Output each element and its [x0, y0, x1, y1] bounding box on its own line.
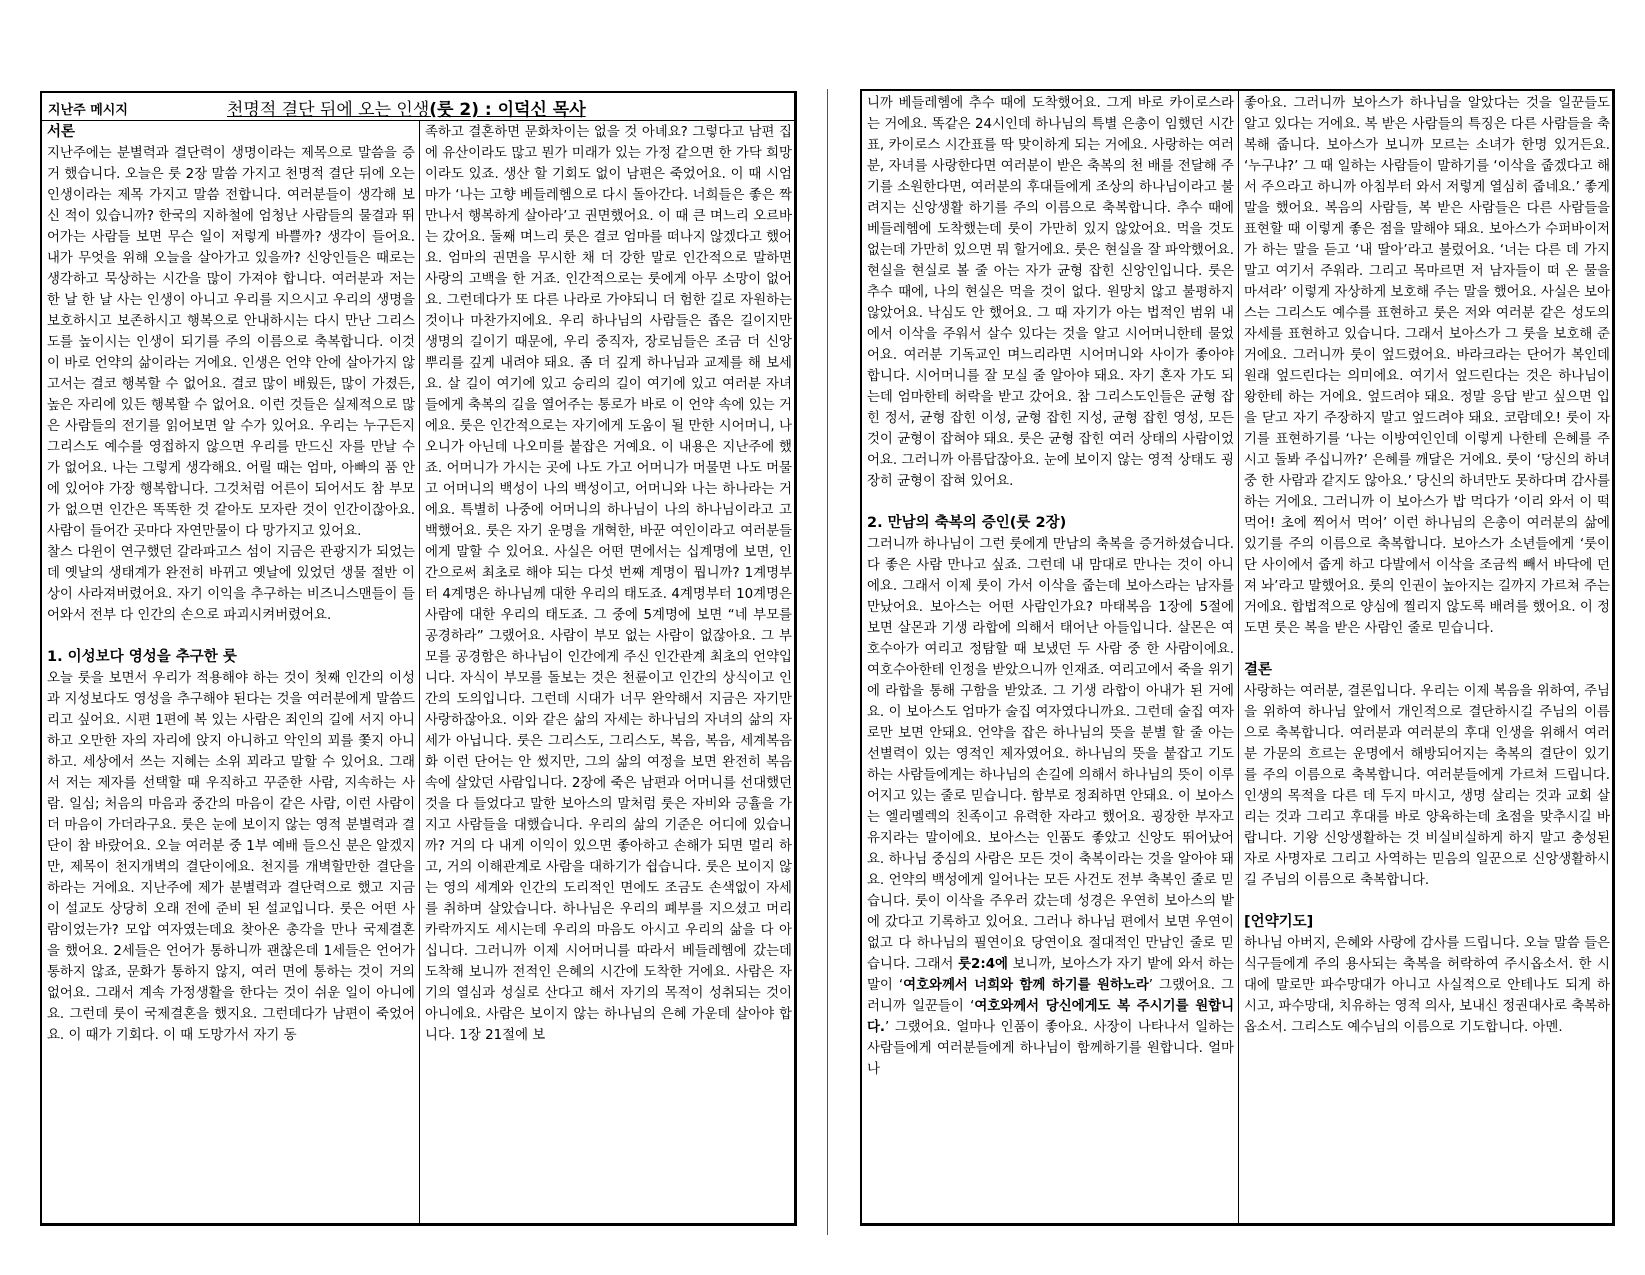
prayer-heading: [언약기도] — [1244, 914, 1314, 930]
left-column-1 — [42, 120, 419, 1223]
intro-paragraph-2: 찰스 다윈이 연구했던 갈라파고스 섬이 지금은 관광지가 되었는데 옛날의 생태계가 완전히 바뀌고 옛날에 있었던 생물 절반 이상이 사라져버렸어요. 자기 이익을 추구하는 비즈니스맨들이 들어와서 전부 다 인간의 손으로 파괴시켜버렸어요. — [47, 545, 415, 623]
right-page — [860, 89, 1615, 1226]
scripture-ref: 룻2:4에 — [958, 957, 1008, 972]
section-2-paragraph — [867, 534, 1234, 1080]
sermon-title-emph: (룻 2) : 이덕신 목사 — [429, 100, 586, 120]
section-2-text-d: ’ 그랬어요. 얼마나 인품이 좋아요. 사장이 나타나서 일하는 사람들에게 여러분들에게 하나님이 함께하기를 원합니다. 얼마나 — [867, 1020, 1234, 1077]
sermon-title — [227, 95, 586, 120]
header-label: 지난주 메시지 — [48, 103, 128, 118]
workers-quote: 여호와께서 당신에게도 복 주시기를 원합니다. — [867, 999, 1234, 1035]
intro-heading: 서론 — [47, 124, 76, 140]
section-1-heading: 1. 이성보다 영성을 추구한 룻 — [47, 649, 237, 665]
section-1-continued: 족하고 결혼하면 문화차이는 없을 것 아녜요? 그렇다고 남편 집에 유산이라도 많고 뭔가 미래가 있는 가정 같으면 한 가닥 희망이라도 있죠. 생산 할 기회도 없이 남편은 죽었어요. 이 때 시엄마가 ‘나는 고향 베들레헴으로 다시 돌아간다. 너희들은 좋은 짝 만나서 행복하게 살아라’고 권면했어요. 이 때 큰 며느리 오르바는 갔어요. 둘째 며느리 룻은 결코 엄마를 떠나지 않겠다고 했어요. 엄마의 권면을 무시한 채 더 강한 말로 인간적으로 말하면 사랑의 고백을 한 거죠. 인간적으로는 룻에게 아무 소망이 없어요. 그런데다가 또 다른 나라로 가야되니 더 험한 길로 자원하는 것이나 마찬가지에요. 우리 하나님의 사람들은 좁은 길이지만 생명의 길이기 때문에, 우리 중직자, 장로님들은 조금 더 신앙 뿌리를 깊게 내려야 돼요. 좀 더 깊게 하나님과 교제를 해 보세요. 살 길이 여기에 있고 승리의 길이 여기에 있고 여러분 자녀들에게 축복의 길을 열어주는 통로가 바로 이 언약 속에 있는 거에요. 룻은 인간적으로는 자기에게 도움이 될 만한 시어머니, 나오니가 아닌데 나오미를 붙잡은 거예요. 이 내용은 지난주에 했죠. 어머니가 가시는 곳에 나도 가고 어머니가 머물면 나도 머물고 어머니의 백성이 나의 백성이고, 어머니와 나는 하나라는 거에요. 특별히 나중에 어머니의 하나님이 나의 하나님이라고 고백했어요. 룻은 자기 운명을 개혁한, 바꾼 여인이라고 여러분들에게 말할 수 있어요. 사실은 어떤 면에서는 십계명에 보면, 인간으로써 최초로 해야 되는 다섯 번째 계명이 뭡니까? 1계명부터 4계명은 하나님께 대한 우리의 태도죠. 4계명부터 10계명은 사람에 대한 우리의 태도죠. 그 중에 5계명에 보면 “네 부모를 공경하라” 그랬어요. 사람이 부모 없는 사람이 없잖아요. 그 부모를 공경함은 하나님이 인간에게 주신 인간관계 최초의 언약입니다. 자식이 부모를 돌보는 것은 천륜이고 인간의 상식이고 인간의 도의입니다. 그런데 시대가 너무 완악해서 지금은 자기만 사랑하잖아요. 이와 같은 삶의 자세는 하나님의 자녀의 삶의 자세가 아닙니다. 룻은 그리스도, 그리스도, 복음, 복음, 세계복음화 이런 단어는 안 썼지만, 그의 삶의 여정을 보면 완전히 복음 속에 살았던 사람입니다. 2장에 죽은 남편과 어머니를 선대했던 것을 다 들었다고 말한 보아스의 말처럼 룻은 자비와 긍휼을 가지고 사람들을 대했습니다. 우리의 삶의 기준은 어디에 있습니까? 거의 다 내게 이익이 있으면 좋아하고 손해가 되면 멀리 하고, 거의 이해관계로 사람을 대하기가 쉽습니다. 룻은 보이지 않는 영의 세계와 인간의 도리적인 면에도 조금도 손색없이 자세를 취하며 살았습니다. 하나님은 우리의 폐부를 지으셨고 머리카락까지도 세시는데 우리의 마음도 아시고 우리의 삶을 다 아십니다. 그러니까 이제 시어머니를 따라서 베들레헴에 갔는데 도착해 보니까 전적인 은혜의 시간에 도착한 거에요. 사람은 자기의 열심과 성실로 산다고 해서 자기의 목적이 성취되는 것이 아니에요. 사람은 보이지 않는 하나님의 은혜 가운데 살아야 합니다. 1장 21절에 보 — [425, 125, 792, 1043]
section-2-continued: 좋아요. 그러니까 보아스가 하나님을 알았다는 것을 일꾼들도 알고 있다는 거에요. 복 받은 사람들의 특징은 다른 사람들을 축복해 줍니다. 보아스가 보니까 모르는 소녀가 한명 있거든요. ‘누구냐?’ 그 때 일하는 사람들이 말하기를 ‘이삭을 줍겠다고 해서 주으라고 하니까 아침부터 와서 저렇게 열심히 줍네요.’ 좋게 말을 했어요. 복음의 사람들, 복 받은 사람들은 다른 사람들을 표현할 때 이렇게 좋은 점을 말해야 돼요. 보아스가 수퍼바이저가 하는 말을 듣고 ‘내 딸아’라고 불렀어요. ‘너는 다른 데 가지 말고 여기서 주워라. 그리고 목마르면 저 남자들이 떠 온 물을 마셔라’ 이렇게 자상하게 보호해 주는 말을 했어요. 사실은 보아스는 그리스도 예수를 표현하고 룻은 저와 여러분 같은 성도의 자세를 표현하고 있습니다. 그래서 보아스가 그 룻을 보호해 준 거에요. 그러니까 룻이 엎드렸어요. 바라크라는 단어가 복인데 원래 엎드린다는 의미에요. 여기서 엎드린다는 것은 하나님이 왕한테 하는 거에요. 엎드려야 돼요. 정말 응답 받고 싶으면 입을 닫고 자기 주장하지 말고 엎드려야 돼요. 코람데오! 룻이 자기를 표현하기를 ‘나는 이방여인인데 이렇게 나한테 은혜를 주시고 돌봐 주십니까?’ 은혜를 깨달은 거에요. 룻이 ‘당신의 하녀 중 한 사람과 같지도 않아요.’ 당신의 하녀만도 못하다며 감사를 하는 거에요. 그러니까 이 보아스가 밥 먹다가 ‘이리 와서 이 떡 먹어! 초에 찍어서 먹어’ 이런 하나님의 은총이 여러분의 삶에 있기를 주의 이름으로 축복합니다. 보아스가 소년들에게 ‘룻이 단 사이에서 줍게 하고 다발에서 이삭을 조금씩 빼서 바닥에 던져 놔’라고 말했어요. 룻의 인권이 높아지는 길까지 가르쳐 주는 거에요. 합법적으로 양심에 찔리지 않도록 배려를 했어요. 이 정도면 룻은 복을 받은 사람인 줄로 믿습니다. — [1244, 96, 1610, 636]
section-1-paragraph: 오늘 룻을 보면서 우리가 적용해야 하는 것이 첫째 인간의 이성과 지성보다도 영성을 추구해야 된다는 것을 여러분에게 말씀드리고 싶어요. 시편 1편에 복 있는 사람은 죄인의 길에 서지 아니하고 오만한 자의 자리에 앉지 아니하고 악인의 꾀를 쫓지 아니하고. 세상에서 쓰는 지혜는 소위 꾀라고 말할 수 있어요. 그래서 저는 제자를 선택할 때 우직하고 꾸준한 사람, 지속하는 사람. 일심; 처음의 마음과 중간의 마음이 같은 사람, 이런 사람이 더 마음이 가더라구요. 룻은 눈에 보이지 않는 영적 분별력과 결단이 참 바랐어요. 오늘 여러분 중 1부 예배 들으신 분은 알겠지만, 제목이 천지개벽의 결단이에요. 천지를 개벽할만한 결단을 하라는 거에요. 지난주에 제가 분별력과 결단력으로 했고 지금 이 설교도 상당히 오래 전에 준비 된 설교입니다. 룻은 어떤 사람이었는가? 모압 여자였는데요 찾아온 총각을 만나 국제결혼을 했어요. 2세들은 언어가 통하니까 괜찮은데 1세들은 언어가 통하지 않죠, 문화가 통하지 않지, 여러 면에 통하는 것이 거의 없어요. 그래서 계속 가정생활을 한다는 것이 쉬운 일이 아니에요. 그런데 룻이 국제결혼을 했지요. 그런데다가 남편이 죽었어요. 이 때가 기회다. 이 때 도망가서 자기 동 — [47, 671, 415, 1043]
section-2-heading: 2. 만남의 축복의 증인(룻 2장) — [867, 515, 1067, 531]
section-2-text-c: ’ 그랬어요. 그러니까 일꾼들이 ‘ — [867, 978, 1234, 1014]
prayer-paragraph: 하나님 아버지, 은혜와 사랑에 감사를 드립니다. 오늘 말씀 들은 식구들에게 주의 용사되는 축복을 허락하여 주시옵소서. 한 시대에 말로만 파수망대가 아니고 사실적으로 안테나도 되게 하시고, 파수망대, 치유하는 영적 의사, 보내신 정권대사로 축복하옵소서. 그리스도 예수님의 이름으로 기도합니다. 아멘. — [1244, 936, 1610, 1035]
conclusion-heading: 결론 — [1244, 662, 1273, 678]
section-2-text-b: 보니까, 보아스가 자기 밭에 와서 하는 말이 ‘ — [867, 957, 1234, 993]
conclusion-paragraph: 사랑하는 여러분, 결론입니다. 우리는 이제 복음을 위하여, 주님을 위하여 하나님 앞에서 개인적으로 결단하시길 주님의 이름으로 축복합니다. 여러분과 여러분의 후대 인생을 위해서 여러분 가문의 흐르는 운명에서 해방되어지는 축복의 결단이 있기를 주의 이름으로 축복합니다. 여러분들에게 가르쳐 드립니다. 인생의 목적을 다른 데 두지 마시고, 생명 살리는 것과 교회 살리는 것과 그리고 후대를 바로 양육하는데 초점을 맞추시길 바랍니다. 기왕 신앙생활하는 것 비실비실하게 하지 말고 충성된 자로 사명자로 그리고 사역하는 믿음의 일꾼으로 신앙생활하시길 주님의 이름으로 축복합니다. — [1244, 684, 1610, 888]
sermon-title-main: 천명적 결단 뒤에 오는 인생 — [227, 100, 430, 120]
left-page — [40, 91, 797, 1226]
intro-paragraph-1: 지난주에는 분별력과 결단력이 생명이라는 제목으로 말씀을 증거 했습니다. 오늘은 룻 2장 말씀 가지고 천명적 결단 뒤에 오는 인생이라는 제목 가지고 말씀 전합니다. 여러분들이 생각해 보신 적이 있습니까? 한국의 지하철에 엄청난 사람들의 물결과 뛰어가는 사람들 보면 무슨 일이 저렇게 바쁠까? 생각이 들어요. 내가 무엇을 위해 오늘을 살아가고 있을까? 신앙인들은 때로는 생각하고 묵상하는 시간을 많이 가져야 합니다. 여러분과 저는 한 날 한 날 사는 인생이 아니고 우리를 지으시고 우리의 생명을 보호하시고 보존하시고 행복으로 안내하시는 다시 만난 그리스도를 높이시는 인생이 되기를 주의 이름으로 축복합니다. 이것이 바로 언약의 삶이라는 거에요. 인생은 언약 안에 살아가지 않고서는 결코 행복할 수 없어요. 결코 많이 배웠든, 많이 가졌든, 높은 자리에 있든 행복할 수 없어요. 이런 것들은 실제적으로 많은 사람들의 전기를 읽어보면 알 수가 있어요. 우리는 누구든지 그리스도 예수를 영접하지 않으면 우리를 만드신 자를 만날 수가 없어요. 나는 그렇게 생각해요. 어릴 때는 엄마, 아빠의 품 안에 있어야 가장 행복합니다. 그것처럼 어른이 되어서도 참 부모가 없으면 인간은 똑똑한 것 같아도 모자란 것이 인간이잖아요. 사람이 들어간 곳마다 자연만물이 다 망가지고 있어요. — [47, 146, 415, 539]
bulletin-header — [42, 93, 794, 121]
right-column-2 — [1239, 91, 1614, 1223]
section-2-text-a: 그러니까 하나님이 그런 룻에게 만남의 축복을 증거하셨습니다. 다 좋은 사람 만나고 싶죠. 그런데 내 맘대로 만나는 것이 아니에요. 그래서 이제 룻이 가서 이삭을 줍는데 보아스라는 남자를 만났어요. 보아스는 어떤 사람인가요? 마태복음 1장에 5절에 보면 살몬과 기생 라합에 의해서 태어난 아들입니다. 살몬은 여호수아가 여리고 정탐할 때 보냈던 두 사람 중 한 사람이에요. 여호수아한테 인정을 받았으니까 인재죠. 여리고에서 죽을 위기에 라합을 통해 구함을 받았죠. 그 기생 라합이 아내가 된 거에요. 이 보아스도 엄마가 술집 여자였다니까요. 그런데 술집 여자로만 보면 안돼요. 언약을 잡은 하나님의 뜻을 분별 할 줄 아는 선별력이 있는 영적인 제자였어요. 하나님의 뜻을 붙잡고 기도하는 사람들에게는 하나님의 손길에 의해서 하나님의 뜻이 이루어지고 있는 줄로 믿습니다. 함부로 정죄하면 안돼요. 이 보아스는 엘리멜렉의 친족이고 유력한 자라고 했어요. 굉장한 부자고 유지라는 말이에요. 보아스는 인품도 좋았고 신앙도 뛰어났어요. 하나님 중심의 사람은 모든 것이 축복이라는 것을 알아야 돼요. 언약의 백성에게 일어나는 모든 사건도 전부 축복인 줄로 믿습니다. 룻이 이삭을 주우러 갔는데 성경은 우연히 보아스의 밭에 갔다고 기록하고 있어요. 그러나 하나님 편에서 보면 우연이 없고 다 하나님의 필연이요 당연이요 절대적인 만남인 줄로 믿습니다. 그래서 — [867, 537, 1234, 972]
left-column-2 — [420, 120, 796, 1223]
page-divider — [827, 89, 828, 1235]
boaz-quote: 여호와께서 너희와 함께 하기를 원하노라 — [903, 978, 1149, 993]
section-1-continued-2: 니까 베들레헴에 추수 때에 도착했어요. 그게 바로 카이로스라는 거에요. 똑같은 24시인데 하나님의 특별 은총이 임했던 시간표, 카이로스 시간표를 딱 맞이하게 되는 거에요. 사랑하는 여러분, 자녀를 사랑한다면 여러분이 받은 축복의 천 배를 전달해 주기를 소원한다면, 여러분의 후대들에게 조상의 하나님이라고 불려지는 신앙생활 하기를 주의 이름으로 축복합니다. 추수 때에 베들레헴에 도착했는데 룻이 가만히 있지 않았어요. 먹을 것도 없는데 가만히 있으면 뭐 할거에요. 룻은 현실을 잘 파악했어요. 현실을 현실로 볼 줄 아는 자가 균형 잡힌 신앙인입니다. 룻은 추수 때에, 나의 현실은 먹을 것이 없다. 원망치 않고 불평하지 않았어요. 낙심도 안 했어요. 그 때 자기가 아는 법적인 범위 내에서 이삭을 주워서 살수 있다는 것을 알고 시어머니한테 물었어요. 여러분 기독교인 며느리라면 시어머니와 사이가 좋아야 합니다. 시어머니를 잘 모실 줄 알아야 돼요. 자기 혼자 가도 되는데 엄마한테 허락을 받고 갔어요. 참 그리스도인들은 균형 잡힌 정서, 균형 잡힌 이성, 균형 잡힌 지성, 균형 잡힌 영성, 모든 것이 균형이 잡혀야 돼요. 룻은 균형 잡힌 여러 상태의 사람이었어요. 그러니까 아름답잖아요. 눈에 보이지 않는 영적 상태도 굉장히 균형이 잡혀 있어요. — [867, 96, 1234, 489]
right-column-1 — [862, 91, 1238, 1223]
